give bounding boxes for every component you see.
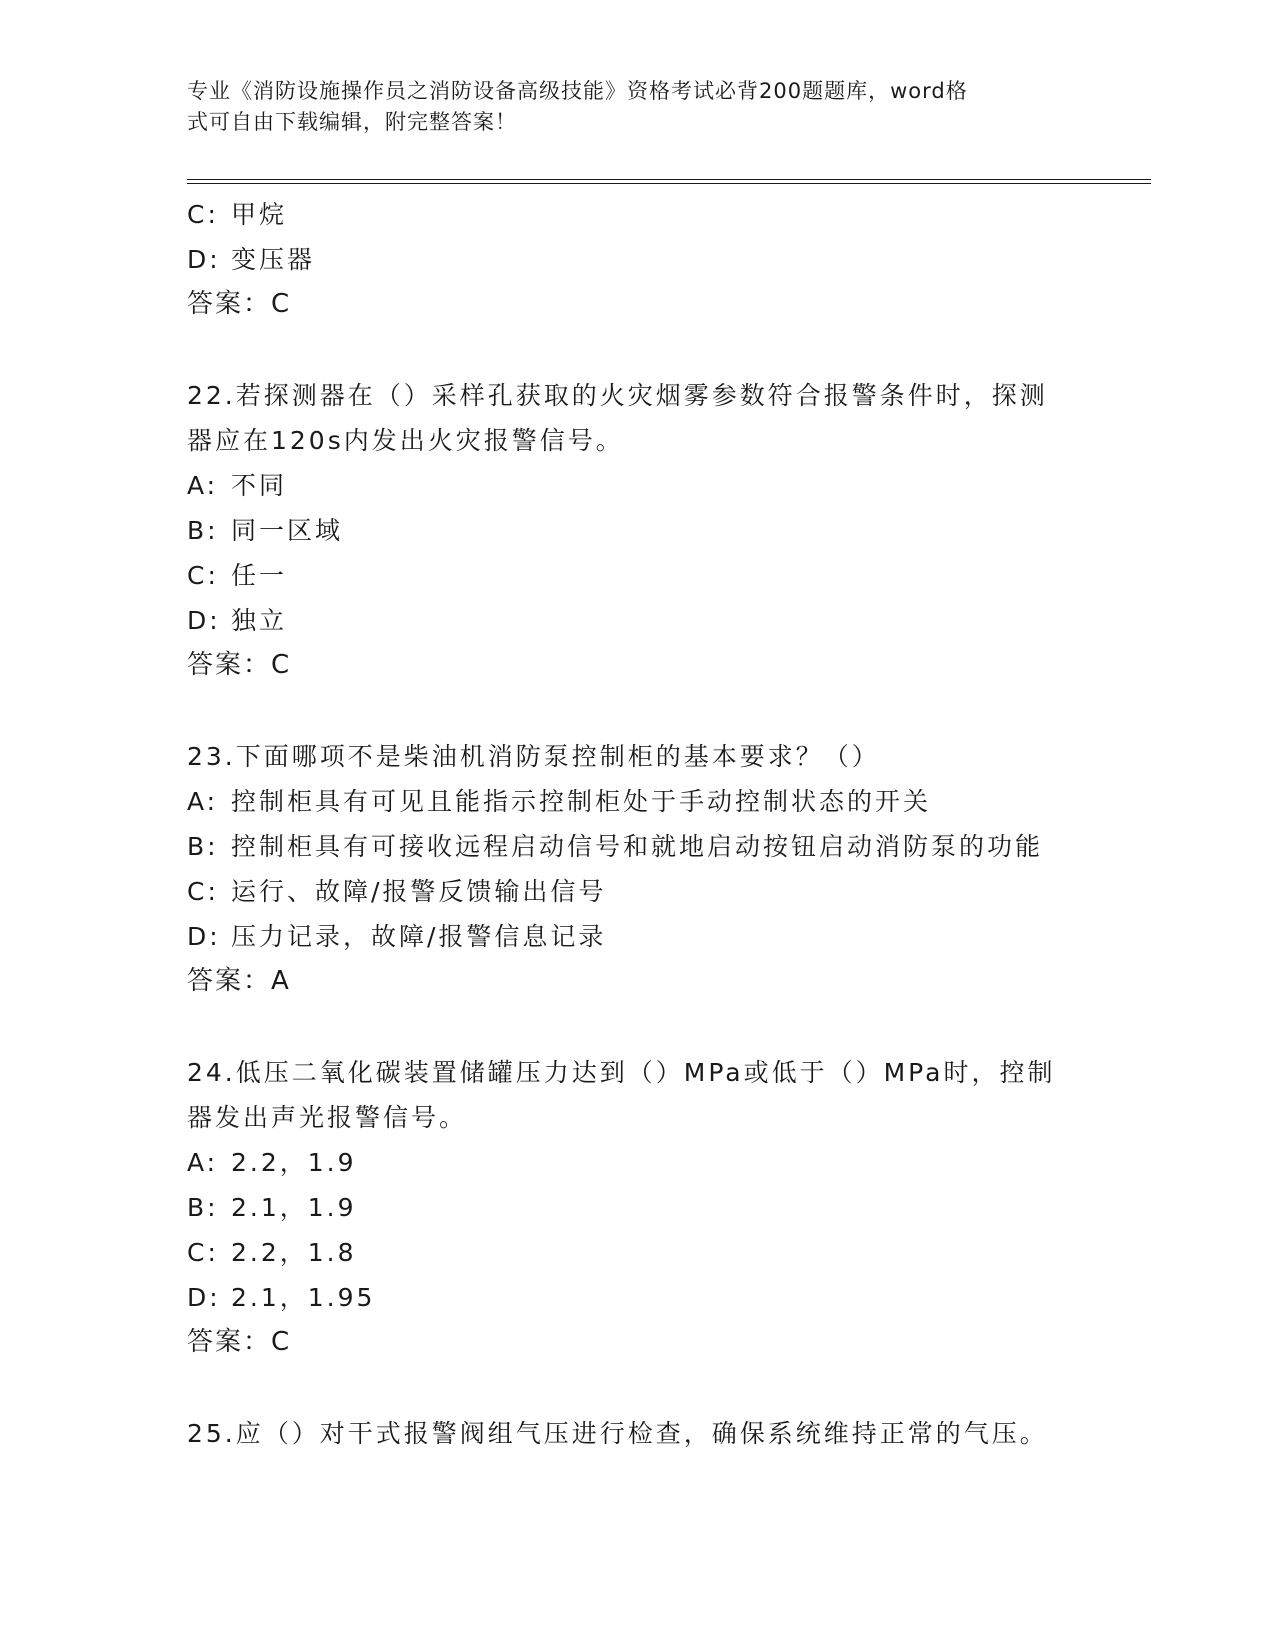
option-d: [187, 237, 1087, 282]
question-stem-line-2: 器发出声光报警信号。: [187, 1103, 468, 1132]
option-text: 运行、故障/报警反馈输出信号: [231, 877, 607, 906]
option-key: B:: [187, 1193, 219, 1222]
option-text: 独立: [231, 606, 288, 635]
option-key: B:: [187, 516, 219, 545]
option-text: 任一: [231, 561, 288, 590]
document-header: [187, 76, 1087, 138]
question-21: [187, 192, 1087, 327]
header-divider-bottom: [187, 183, 1151, 184]
option-text: 2.2，1.8: [231, 1238, 357, 1267]
question-list: [187, 192, 1087, 1456]
option-text: 控制柜具有可接收远程启动信号和就地启动按钮启动消防泵的功能: [231, 832, 1044, 861]
option-key: C:: [187, 561, 219, 590]
option-key: C:: [187, 877, 219, 906]
spacer: [187, 688, 1087, 734]
option-key: D:: [187, 245, 221, 274]
option-text: 2.1，1.95: [231, 1283, 376, 1312]
question-25: [187, 1411, 1087, 1456]
question-stem-line-1: 24.低压二氧化碳装置储罐压力达到（）MPa或低于（）MPa时，控制: [187, 1058, 1056, 1087]
question-stem-line-1: 23.下面哪项不是柴油机消防泵控制柜的基本要求？（）: [187, 742, 880, 771]
option-key: D:: [187, 922, 221, 951]
option-d: [187, 914, 1087, 959]
spacer: [187, 1365, 1087, 1411]
header-title-line-1: 专业《消防设施操作员之消防设备高级技能》资格考试必背200题题库，word格: [187, 79, 968, 103]
option-key: A:: [187, 1148, 219, 1177]
spacer: [187, 1004, 1087, 1050]
option-text: 同一区域: [231, 516, 344, 545]
option-d: [187, 1275, 1087, 1320]
option-text: 压力记录，故障/报警信息记录: [231, 922, 607, 951]
option-text: 甲烷: [231, 200, 288, 229]
option-text: 2.1，1.9: [231, 1193, 357, 1222]
option-c: [187, 192, 1087, 237]
question-24: [187, 1050, 1087, 1365]
option-c: [187, 869, 1087, 914]
option-text: 控制柜具有可见且能指示控制柜处于手动控制状态的开关: [231, 787, 932, 816]
question-stem-line-1: 25.应（）对干式报警阀组气压进行检查，确保系统维持正常的气压。: [187, 1419, 1048, 1448]
question-stem-line-1: 22.若探测器在（）采样孔获取的火灾烟雾参数符合报警条件时，探测: [187, 381, 1048, 410]
option-key: D:: [187, 1283, 221, 1312]
answer: 答案：C: [187, 650, 292, 680]
option-a: [187, 1140, 1087, 1185]
option-b: [187, 824, 1087, 869]
option-key: D:: [187, 606, 221, 635]
header-title-line-2: 式可自由下载编辑，附完整答案！: [187, 110, 517, 134]
option-b: [187, 508, 1087, 553]
option-text: 变压器: [231, 245, 316, 274]
option-a: [187, 779, 1087, 824]
question-23: [187, 734, 1087, 1004]
header-divider-top: [187, 179, 1151, 180]
option-c: [187, 1230, 1087, 1275]
option-key: A:: [187, 471, 219, 500]
spacer: [187, 327, 1087, 373]
option-key: B:: [187, 832, 219, 861]
option-text: 不同: [231, 471, 288, 500]
option-key: A:: [187, 787, 219, 816]
option-b: [187, 1185, 1087, 1230]
option-a: [187, 463, 1087, 508]
option-key: C:: [187, 200, 219, 229]
question-stem-line-2: 器应在120s内发出火灾报警信号。: [187, 426, 624, 455]
answer: 答案：C: [187, 289, 292, 319]
option-d: [187, 598, 1087, 643]
option-c: [187, 553, 1087, 598]
option-text: 2.2，1.9: [231, 1148, 357, 1177]
question-22: [187, 373, 1087, 688]
answer: 答案：A: [187, 966, 291, 996]
answer: 答案：C: [187, 1327, 292, 1357]
option-key: C:: [187, 1238, 219, 1267]
